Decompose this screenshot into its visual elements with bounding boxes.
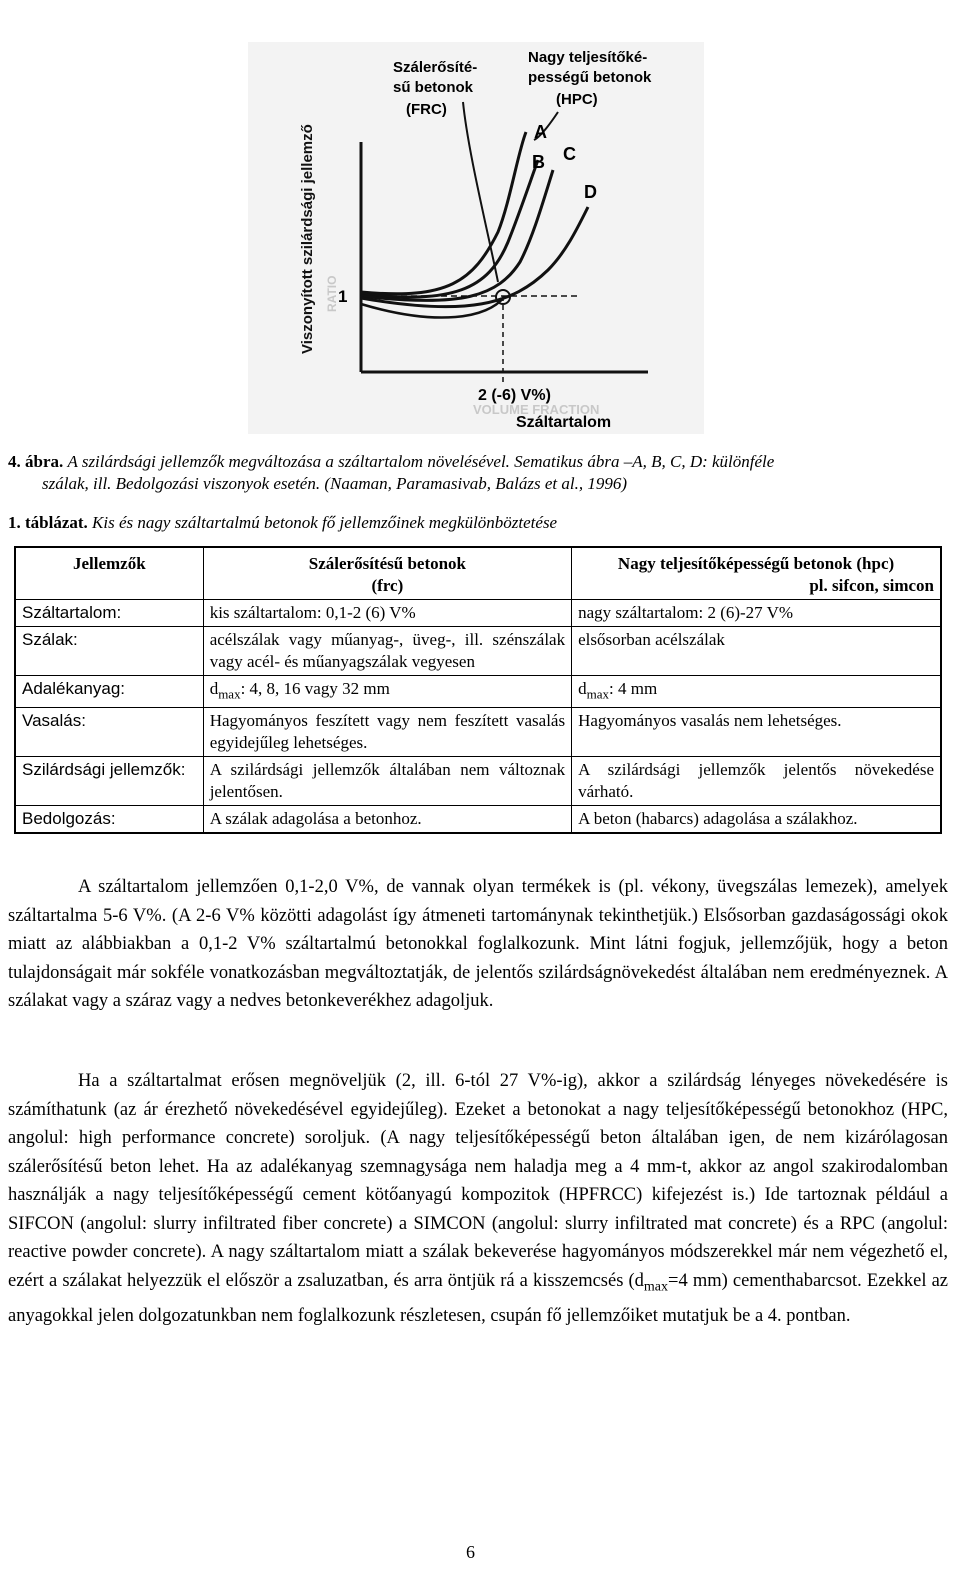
paragraph-1-text: A száltartalom jellemzően 0,1-2,0 V%, de vannak olyan termékek is (pl. vékony, üvegszálas lemezek), amelyek száltartalma 5-6 V%. (A 2-6 V% közötti adagolást így átmeneti tartománynak tekinthetjük.) Elsősorban gazdaságossági okok miatt az alábbiakban a 0,1-2 V% száltartalmú betonokkal foglalkozunk. Mint látni fogjuk, jellemzőjük, hogy a beton tulajdonságait már sokféle vonatkozásban megváltoztatják, de jelentős szilárdságnövekedést általában nem eredményeznek. A szálakat vagy a száraz vagy a nedves betonkeverékhez adagoljuk. — [8, 877, 948, 1011]
row-hpc-cell: A beton (habarcs) adagolása a szálakhoz. — [572, 806, 941, 834]
tick-2-label: 2 (-6) V%) — [478, 387, 551, 404]
header-frc-line2: (frc) — [371, 576, 404, 595]
frc-label-line3: (FRC) — [406, 101, 447, 118]
header-frc-line1: Szálerősítésű betonok — [308, 554, 467, 573]
dmax-d: d — [578, 679, 587, 698]
paragraph-1 — [8, 873, 948, 1016]
row-frc-cell: Hagyományos feszített vagy nem feszített vasalás egyidejűleg lehetséges. — [203, 708, 571, 757]
figure-scan — [248, 42, 704, 434]
dmax-sub: max — [218, 686, 241, 702]
table-row — [15, 757, 941, 806]
paragraph-2 — [8, 1067, 948, 1330]
curve-c-label: C — [563, 144, 576, 164]
curve-a-label: A — [534, 122, 547, 142]
row-frc-cell: acélszálak vagy műanyag-, üveg-, ill. szénszálak vagy acél- és műanyagszálak vegyesen — [203, 627, 571, 676]
table-row — [15, 600, 941, 627]
frc-label-line2: sű betonok — [393, 79, 474, 96]
header-jellemzok: Jellemzők — [15, 547, 203, 600]
figure-caption-text: A szilárdsági jellemzők megváltozása a száltartalom növelésével. Sematikus ábra –A, B, C, D: különféle — [67, 452, 775, 471]
table-row — [15, 627, 941, 676]
table-row — [15, 708, 941, 757]
row-hpc-cell — [572, 676, 941, 708]
curve-d — [361, 207, 588, 307]
faint-x-text: VOLUME FRACTION — [473, 402, 600, 417]
hpc-label-line3: (HPC) — [556, 91, 598, 108]
figure-caption — [8, 450, 948, 474]
dmax-sub: max — [586, 686, 609, 702]
curve-b-label: B — [532, 152, 545, 172]
curve-d-label: D — [584, 182, 597, 202]
tick-1-label: 1 — [338, 287, 348, 306]
curve-a — [361, 132, 526, 294]
row-label: Száltartalom: — [15, 600, 203, 627]
frc-label-line1: Szálerősíté- — [393, 59, 478, 76]
strength-vs-fiber-content-diagram — [248, 42, 704, 434]
table-number: 1. táblázat. — [8, 513, 88, 532]
dmax-d: d — [209, 679, 219, 698]
header-hpc-line1: Nagy teljesítőképességű betonok (hpc) — [617, 554, 895, 573]
paragraph-2-dmax-sub: max — [643, 1279, 669, 1295]
header-frc — [203, 547, 571, 600]
row-frc-cell — [203, 676, 571, 708]
header-hpc — [572, 547, 941, 600]
table-row — [15, 806, 941, 834]
x-axis-label: Száltartalom — [516, 414, 612, 431]
header-hpc-line2: pl. sifcon, simcon — [809, 576, 934, 595]
row-hpc-cell: nagy száltartalom: 2 (6)-27 V% — [572, 600, 941, 627]
comparison-table — [14, 546, 942, 834]
faint-y-text: RATIO — [325, 275, 339, 312]
row-frc-cell: kis száltartalom: 0,1-2 (6) V% — [203, 600, 571, 627]
page-number: 6 — [466, 1542, 475, 1562]
table-caption-text: Kis és nagy száltartalmú betonok fő jellemzőinek megkülönböztetése — [92, 513, 558, 532]
table-row — [15, 676, 941, 708]
row-label: Vasalás: — [15, 708, 203, 757]
dmax-values: : 4, 8, 16 vagy 32 mm — [240, 679, 390, 698]
row-hpc-cell: A szilárdsági jellemzők jelentős növekedése várható. — [572, 757, 941, 806]
row-hpc-cell: Hagyományos vasalás nem lehetséges. — [572, 708, 941, 757]
hpc-label-line1: Nagy teljesítőké- — [528, 49, 648, 66]
figure-number: 4. ábra. — [8, 452, 64, 471]
table-caption — [8, 511, 948, 535]
row-label: Szilárdsági jellemzők: — [15, 757, 203, 806]
frc-pointer-arrow — [463, 102, 498, 282]
row-hpc-cell: elsősorban acélszálak — [572, 627, 941, 676]
row-label: Adalékanyag: — [15, 676, 203, 708]
row-label: Bedolgozás: — [15, 806, 203, 834]
y-axis-label: Viszonyított szilárdsági jellemző — [299, 124, 316, 354]
row-label: Szálak: — [15, 627, 203, 676]
row-frc-cell: A szálak adagolása a betonhoz. — [203, 806, 571, 834]
figure-caption-text-line2: szálak, ill. Bedolgozási viszonyok esetén. (Naaman, Paramasivab, Balázs et al., 1996) — [42, 474, 628, 493]
paragraph-2-text-a: Ha a száltartalmat erősen megnöveljük (2, ill. 6-tól 27 V%-ig), akkor a szilárdság lényeges növekedésére is számíthatunk (az ár érezhető növekedésével egyidejűleg). Ezeket a betonokat a nagy teljesítőképességű betonokhoz (HPC, angolul: high performance concrete) soroljuk. (A nagy teljesítőképességű beton általában igen, de nem kizárólagosan szálerősítésű beton lehet. Ha az adalékanyag szemnagysága nem haladja meg a 4 mm-t, akkor az angol szakirodalomban használják a nagy teljesítőképességű cement kötőanyagú kompozitok (HPFRCC) kifejezést is.) Ide tartoznak például a SIFCON (angolul: slurry infiltrated fiber concrete) a SIMCON (angolul: slurry infiltrated mat concrete) és a RPC (angolul: reactive powder concrete). A nagy száltartalom miatt a szálak bekeverése hagyományos módszerekkel már nem végezhető el, ezért a szálakat helyezzük el először a zsaluzatban, és arra öntjük rá a kisszemcsés (d — [8, 1071, 948, 1291]
table-header-row — [15, 547, 941, 600]
row-frc-cell: A szilárdsági jellemzők általában nem változnak jelentősen. — [203, 757, 571, 806]
dmax-values: : 4 mm — [609, 679, 658, 698]
hpc-label-line2: pességű betonok — [528, 69, 652, 86]
paragraph-2-text-b: =4 mm) cementhabarcsot. Ezekkel az anyagokkal jelen dolgozatunkban nem foglalkozunk részletesen, csupán fő jellemzőiket mutatjuk be a 4. pontban. — [8, 1270, 948, 1326]
